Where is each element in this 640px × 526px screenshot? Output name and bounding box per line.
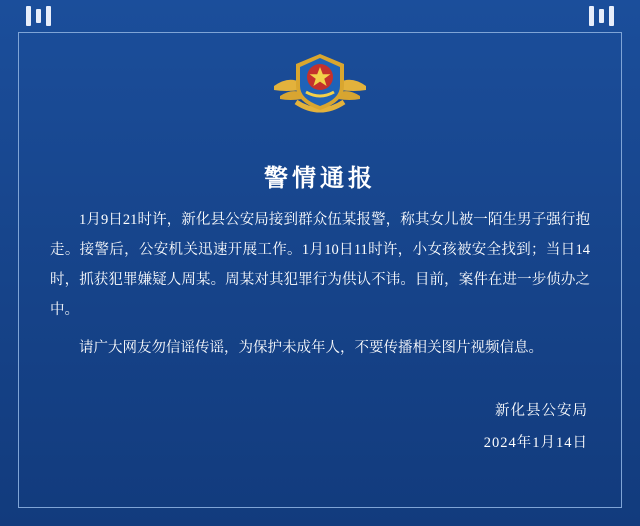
paragraph-2: 请广大网友勿信谣传谣，为保护未成年人，不要传播相关图片视频信息。 <box>79 340 543 356</box>
decor-mark <box>36 9 41 23</box>
signature-block <box>288 395 588 459</box>
announcement-body <box>50 205 590 371</box>
police-badge-icon <box>266 46 374 118</box>
signature-org: 新化县公安局 <box>495 403 588 419</box>
decor-mark <box>46 6 51 26</box>
signature-date: 2024年1月14日 <box>483 435 588 451</box>
top-decoration <box>0 6 640 28</box>
decor-mark <box>589 6 594 26</box>
decor-mark <box>609 6 614 26</box>
emblem-container <box>0 46 640 118</box>
decor-mark <box>599 9 604 23</box>
decor-mark <box>26 6 31 26</box>
paragraph-1: 1月9日21时许，新化县公安局接到群众伍某报警，称其女儿被一陌生男子强行抱走。接警后，公安机关迅速开展工作。1月10日11时许，小女孩被安全找到；当日14时，抓获犯罪嫌疑人周某。周某对其犯罪行为供认不讳。目前，案件在进一步侦办之中。 <box>50 212 590 318</box>
page-title: 警情通报 <box>264 166 376 192</box>
